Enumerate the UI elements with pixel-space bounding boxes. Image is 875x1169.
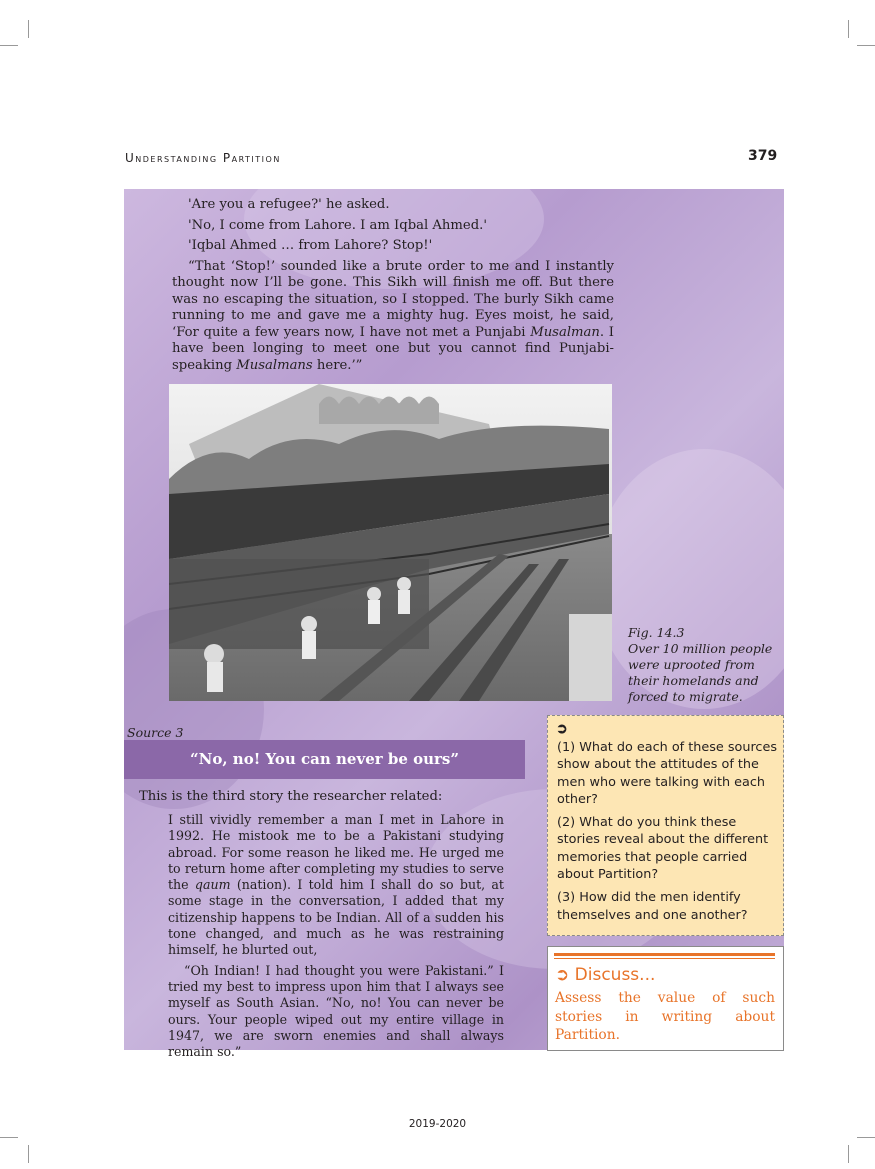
figure-caption xyxy=(628,625,780,705)
footer-year: 2019-2020 xyxy=(408,1118,467,1130)
source-title-bar xyxy=(124,740,525,779)
source-story xyxy=(168,812,504,1064)
figure-number: Fig. 14.3 xyxy=(628,625,685,640)
crop-mark xyxy=(28,1145,29,1163)
source-title: “No, no! You can never be ours” xyxy=(190,750,459,768)
story-paragraph: “Oh Indian! I had thought you were Pakistani.” I tried my best to impress upon him that I always see myself as South Asian. “No, no! You can never be ours. Your people wiped out my entire village in 1947, we are sworn enemies and shall always remain so.” xyxy=(168,962,504,1060)
crop-mark xyxy=(848,1145,849,1163)
crop-mark xyxy=(0,45,18,46)
arrow-icon: ➲ xyxy=(556,721,568,737)
crop-mark xyxy=(857,1137,875,1138)
question-item: (1) What do each of these sources show about the attitudes of the men who were talking with each other? xyxy=(557,740,778,807)
source-label: Source 3 xyxy=(127,725,184,740)
question-item: (3) How did the men identify themselves and one another? xyxy=(557,890,748,923)
question-list xyxy=(557,739,779,930)
arrow-icon: ➲ xyxy=(555,965,575,985)
source-intro: This is the third story the researcher related: xyxy=(139,789,443,804)
crop-mark xyxy=(28,20,29,38)
refugee-train-photo xyxy=(169,384,612,701)
dialogue-line: 'No, I come from Lahore. I am Iqbal Ahmed.' xyxy=(188,217,487,233)
dialogue-text xyxy=(172,197,614,378)
discuss-heading: ➲ Discuss... xyxy=(555,965,656,985)
dialogue-line: 'Are you a refugee?' he asked. xyxy=(188,197,390,212)
question-item: (2) What do you think these stories reveal about the different memories that people carried about Partition? xyxy=(557,815,769,883)
train-photo-illustration xyxy=(169,384,612,701)
crop-mark xyxy=(0,1137,18,1138)
discuss-text: Assess the value of such stories in writing about Partition. xyxy=(555,990,775,1043)
divider xyxy=(554,958,775,959)
dialogue-paragraph: “That ‘Stop!’ sounded like a brute order to me and I instantly thought now I’ll be gone. This Sikh will finish me off. But there was no escaping the situation, so I stopped. The burly Sikh came running to me and gave me a mighty hug. Eyes moist, he said, ‘For quite a few years now, I have not met a Punjabi Musalman. I have been longing to meet one but you cannot find Punjabi-speaking Musalmans here.’” xyxy=(172,258,614,373)
figure-caption-text: Over 10 million people were uprooted from their homelands and forced to migrate. xyxy=(628,641,773,704)
crop-mark xyxy=(857,45,875,46)
story-paragraph: I still vividly remember a man I met in Lahore in 1992. He mistook me to be a Pakistani studying abroad. For some reason he liked me. He urged me to return home after completing my studies to serve the qaum (nation). I told him I shall do so but, at some stage in the conversation, I added that my citizenship happens to be Indian. All of a sudden his tone changed, and much as he was restraining himself, he blurted out, xyxy=(168,812,504,958)
divider xyxy=(554,953,775,956)
page-number: 379 xyxy=(748,148,778,164)
running-header: Understanding Partition xyxy=(125,151,281,165)
discuss-box xyxy=(547,946,784,1051)
dialogue-line: 'Iqbal Ahmed … from Lahore? Stop!' xyxy=(188,238,433,253)
crop-mark xyxy=(848,20,849,38)
question-box xyxy=(547,715,784,936)
